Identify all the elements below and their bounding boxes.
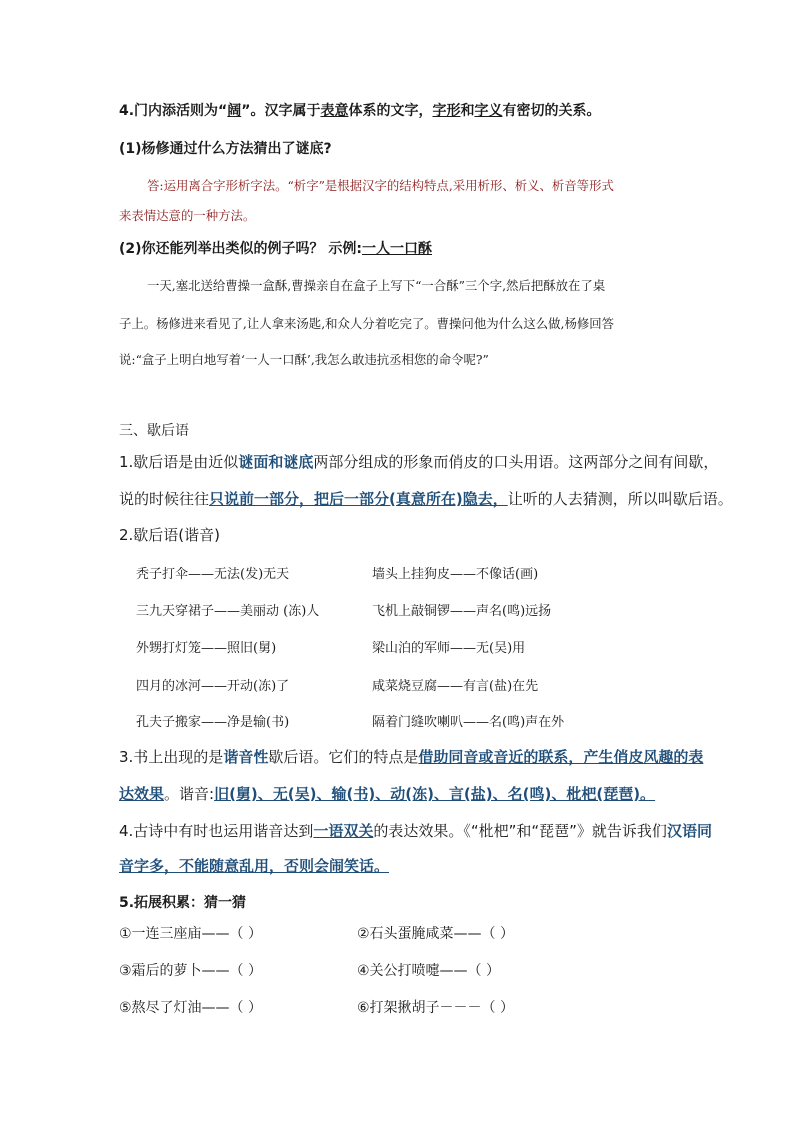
s3-p3-seg-2: 谐音性 <box>223 748 269 766</box>
s3-p3-seg-1: 3.书上出现的是 <box>119 748 224 766</box>
pair-2-right: 飞机上敲铜锣——声名(鸣)远扬 <box>372 604 552 619</box>
section-3-heading: 三、歇后语 <box>119 423 189 439</box>
para4-seg-3: ”。汉字属于 <box>241 103 321 119</box>
s3-para-4-line-1 <box>119 820 712 841</box>
s3-p3-seg-6: 。谐音: <box>164 785 215 803</box>
riddle-3: ③霜后的萝卜——（ ） <box>119 963 263 979</box>
answer-1-line-1: 答:运用离合字形析字法。“析字”是根据汉字的结构特点,采用析形、析义、析音等形式 <box>147 178 614 193</box>
s3-p3-seg-5: 达效果 <box>119 785 165 803</box>
riddle-6: ⑥打架揪胡子－－－（ ） <box>357 1000 515 1016</box>
riddle-5: ⑤熬尽了灯油——（ ） <box>119 1000 263 1016</box>
pair-4-right: 咸菜烧豆腐——有言(盐)在先 <box>372 679 539 694</box>
pair-2-left: 三九天穿裙子——美丽动 (冻)人 <box>136 604 320 619</box>
s3-p3-seg-7: 旧(舅)、无(吴)、输(书)、动(冻)、言(盐)、名(鸣)、枇杷(琵琶)。 <box>214 785 656 803</box>
para4-seg-8: 字义 <box>474 103 503 119</box>
para4-line <box>119 100 600 120</box>
para4-seg-7: 和 <box>460 103 475 119</box>
s3-p1-seg-5: 只说前一部分，把后一部分(真意所在)隐去， <box>209 490 508 508</box>
s3-p1-seg-1: 1.歇后语是由近似 <box>119 453 239 471</box>
answer-1-line-2: 来表情达意的一种方法。 <box>119 208 256 223</box>
s3-para-3-line-2 <box>119 783 655 804</box>
s3-para-5: 5.拓展积累：猜一猜 <box>119 895 247 911</box>
story-line-3: 说:“盒子上明白地写着‘一人一口酥’,我怎么敢违抗丞相您的命令呢?” <box>119 352 489 367</box>
pair-5-right: 隔着门缝吹喇叭——名(鸣)声在外 <box>372 715 565 730</box>
pair-1-right: 墙头上挂狗皮——不像话(画) <box>372 567 539 582</box>
para4-seg-1: 4.门内添活则为“ <box>119 103 228 119</box>
s3-p3-seg-4: 借助同音或音近的联系，产生俏皮风趣的表 <box>418 748 704 766</box>
pair-4-left: 四月的冰河——开动(冻)了 <box>136 679 290 694</box>
story-line-2: 子上。杨修进来看见了,让人拿来汤匙,和众人分着吃完了。曹操问他为什么这么做,杨修回答 <box>119 316 615 331</box>
question-2-text: (2)你还能列举出类似的例子吗？ 示例: <box>119 241 363 257</box>
pair-3-right: 梁山泊的军师——无(吴)用 <box>372 641 526 656</box>
s3-p4-seg-1: 4.古诗中有时也运用谐音达到 <box>119 822 314 840</box>
s3-p1-seg-2: 谜面和谜底 <box>238 453 314 471</box>
para4-seg-5: 体系的文字， <box>348 103 433 119</box>
pair-5-left: 孔夫子搬家——净是输(书) <box>136 715 290 730</box>
para4-seg-4: 表意 <box>320 103 349 119</box>
s3-para-4-line-2 <box>119 855 389 876</box>
para4-seg-9: 有密切的关系。 <box>502 103 601 119</box>
question-1: (1)杨修通过什么方法猜出了谜底? <box>119 141 332 157</box>
s3-p1-seg-6: 让听的人去猜测，所以叫歇后语。 <box>507 490 733 508</box>
s3-para-2: 2.歇后语(谐音) <box>119 526 221 544</box>
s3-p4-seg-5: 音字多，不能随意乱用，否则会闹笑话。 <box>119 857 390 875</box>
s3-para-1-line-1 <box>119 451 718 472</box>
riddle-2: ②石头蛋腌咸菜——（ ） <box>357 926 515 942</box>
riddle-1: ①一连三座庙——（ ） <box>119 926 263 942</box>
s3-para-3-line-1 <box>119 746 703 767</box>
question-2-example: 一人一口酥 <box>362 241 433 257</box>
s3-p1-seg-4: 说的时候往往 <box>119 490 210 508</box>
pair-3-left: 外甥打灯笼——照旧(舅) <box>136 641 277 656</box>
s3-p4-seg-4: 汉语同 <box>666 822 712 840</box>
s3-p3-seg-3: 歇后语。它们的特点是 <box>268 748 419 766</box>
s3-p1-seg-3: 两部分组成的形象而俏皮的口头用语。这两部分之间有间歇， <box>313 453 719 471</box>
para4-seg-6: 字形 <box>432 103 461 119</box>
para4-seg-2: 阔 <box>227 103 242 119</box>
s3-p4-seg-2: 一语双关 <box>313 822 374 840</box>
riddle-4: ④关公打喷嚏——（ ） <box>357 963 501 979</box>
s3-p4-seg-3: 的表达效果。《“枇杷”和“琵琶”》就告诉我们 <box>373 822 667 840</box>
pair-1-left: 秃子打伞——无法(发)无天 <box>136 567 290 582</box>
s3-para-1-line-2 <box>119 488 733 509</box>
story-line-1: 一天,塞北送给曹操一盒酥,曹操亲自在盒子上写下“一合酥”三个字,然后把酥放在了桌 <box>147 278 606 293</box>
question-2 <box>119 238 432 258</box>
